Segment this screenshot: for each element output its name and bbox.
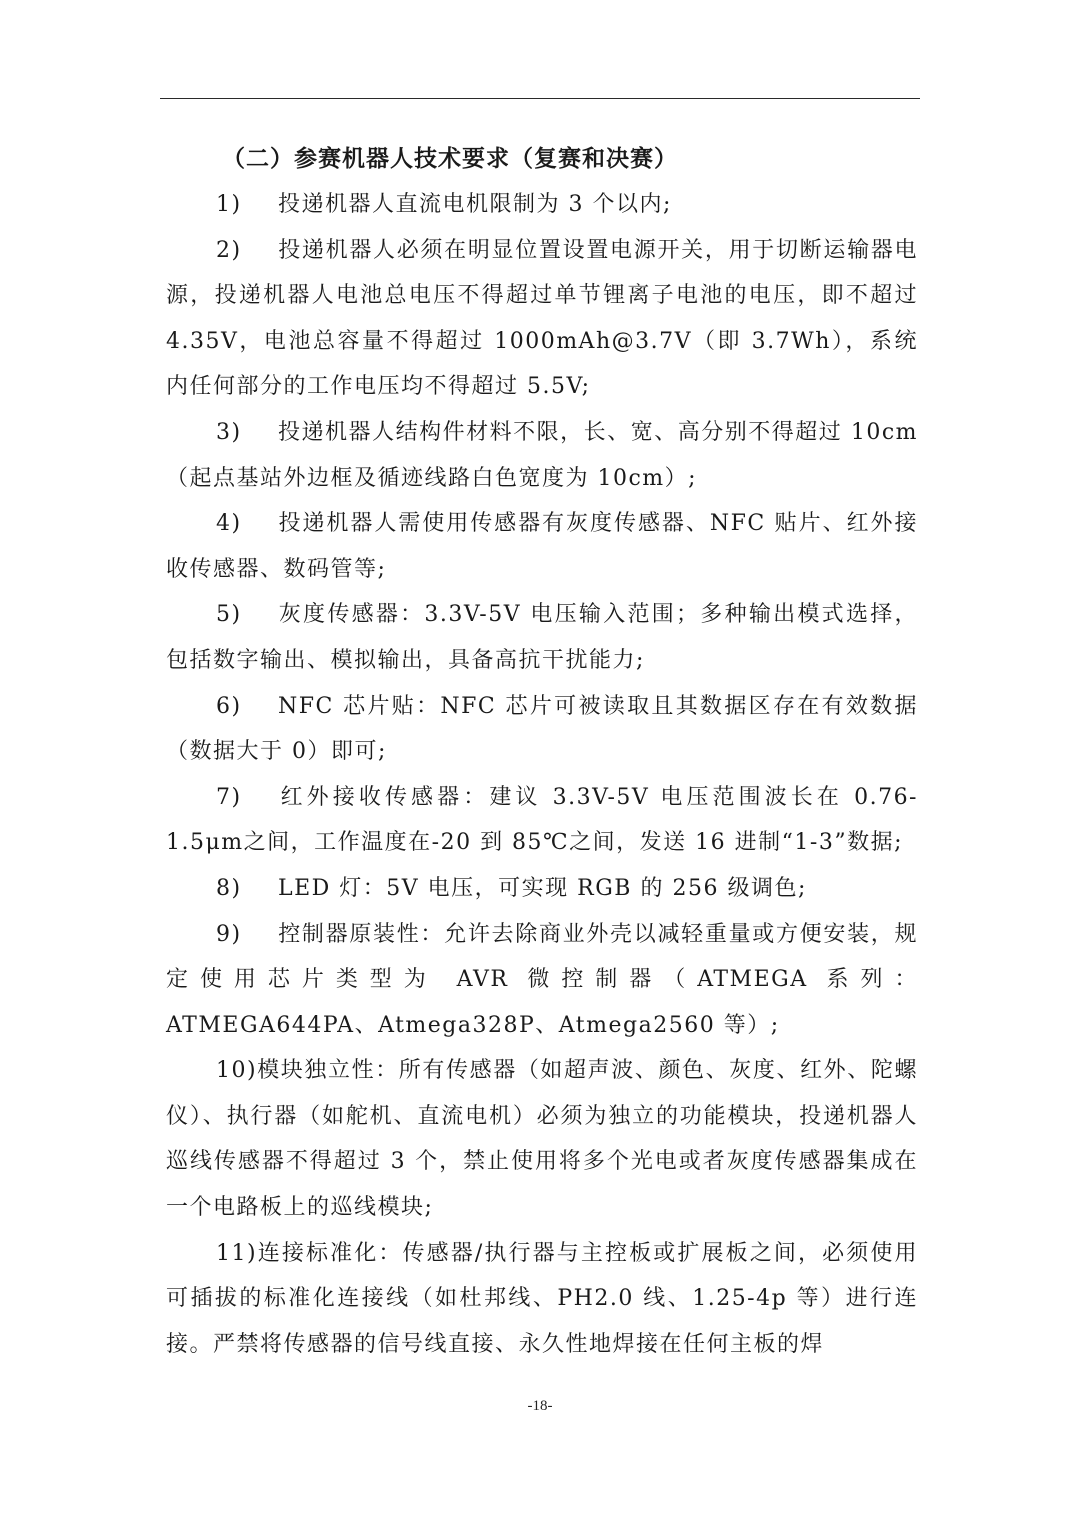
item-text: 红外接收传感器：建议 3.3V-5V 电压范围波长在 0.76-1.5μm之间，工作温度在-20 到 85℃之间，发送 16 进制“1-3”数据;: [166, 784, 918, 856]
item-text: NFC 芯片贴：NFC 芯片可被读取且其数据区存在有效数据（数据大于 0）即可;: [166, 693, 918, 765]
item-text: 控制器原装性：允许去除商业外壳以减轻重量或方便安装，规定使用芯片类型为 AVR 微控制器（ATMEGA 系列：ATMEGA644PA、Atmega328P、Atmega2560 等）;: [166, 921, 918, 1038]
requirement-item-10: [166, 1048, 918, 1230]
requirement-item-5: [166, 592, 918, 683]
item-number: 2): [216, 237, 242, 263]
item-number: 5): [216, 602, 242, 628]
item-text: 投递机器人直流电机限制为 3 个以内;: [278, 192, 672, 217]
requirement-item-11: [166, 1231, 918, 1368]
item-number: 10): [216, 1058, 258, 1084]
requirement-item-6: [166, 684, 918, 775]
requirement-item-1: [166, 182, 918, 228]
item-text: 连接标准化：传感器/执行器与主控板或扩展板之间，必须使用可插拔的标准化连接线（如杜邦线、PH2.0 线、1.25-4p 等）进行连接。严禁将传感器的信号线直接、永久性地焊接在任何主板的焊: [166, 1240, 918, 1357]
item-number: 9): [216, 921, 242, 947]
item-text: LED 灯：5V 电压，可实现 RGB 的 256 级调色;: [278, 875, 807, 901]
requirement-item-7: [166, 775, 918, 866]
item-number: 3): [216, 419, 242, 445]
item-number: 6): [216, 693, 242, 719]
requirement-item-8: [166, 866, 918, 912]
requirement-item-4: [166, 501, 918, 592]
item-number: 8): [216, 875, 242, 901]
item-text: 投递机器人结构件材料不限，长、宽、高分别不得超过 10cm（起点基站外边框及循迹线路白色宽度为 10cm）;: [166, 419, 918, 491]
item-text: 投递机器人需使用传感器有灰度传感器、NFC 贴片、红外接收传感器、数码管等;: [166, 511, 918, 582]
page-number: -18-: [527, 1398, 553, 1414]
item-number: 7): [216, 784, 242, 810]
page-content: [166, 136, 918, 1367]
header-rule: [160, 98, 920, 99]
section-title: （二）参赛机器人技术要求（复赛和决赛）: [222, 145, 678, 172]
item-text: 模块独立性：所有传感器（如超声波、颜色、灰度、红外、陀螺仪）、执行器（如舵机、直流电机）必须为独立的功能模块，投递机器人巡线传感器不得超过 3 个，禁止使用将多个光电或者灰度传感器集成在一个电路板上的巡线模块;: [166, 1058, 918, 1221]
requirement-item-2: [166, 228, 918, 410]
requirement-item-9: [166, 912, 918, 1049]
item-text: 投递机器人必须在明显位置设置电源开关，用于切断运输器电源，投递机器人电池总电压不得超过单节锂离子电池的电压，即不超过 4.35V，电池总容量不得超过 1000mAh@3.7V（即 3.7Wh），系统内任何部分的工作电压均不得超过 5.5V;: [166, 237, 918, 400]
requirement-item-3: [166, 410, 918, 501]
item-text: 灰度传感器：3.3V-5V 电压输入范围；多种输出模式选择，包括数字输出、模拟输出，具备高抗干扰能力;: [166, 602, 918, 673]
item-number: 4): [216, 511, 242, 537]
item-number: 1): [216, 192, 242, 217]
item-number: 11): [216, 1240, 258, 1266]
